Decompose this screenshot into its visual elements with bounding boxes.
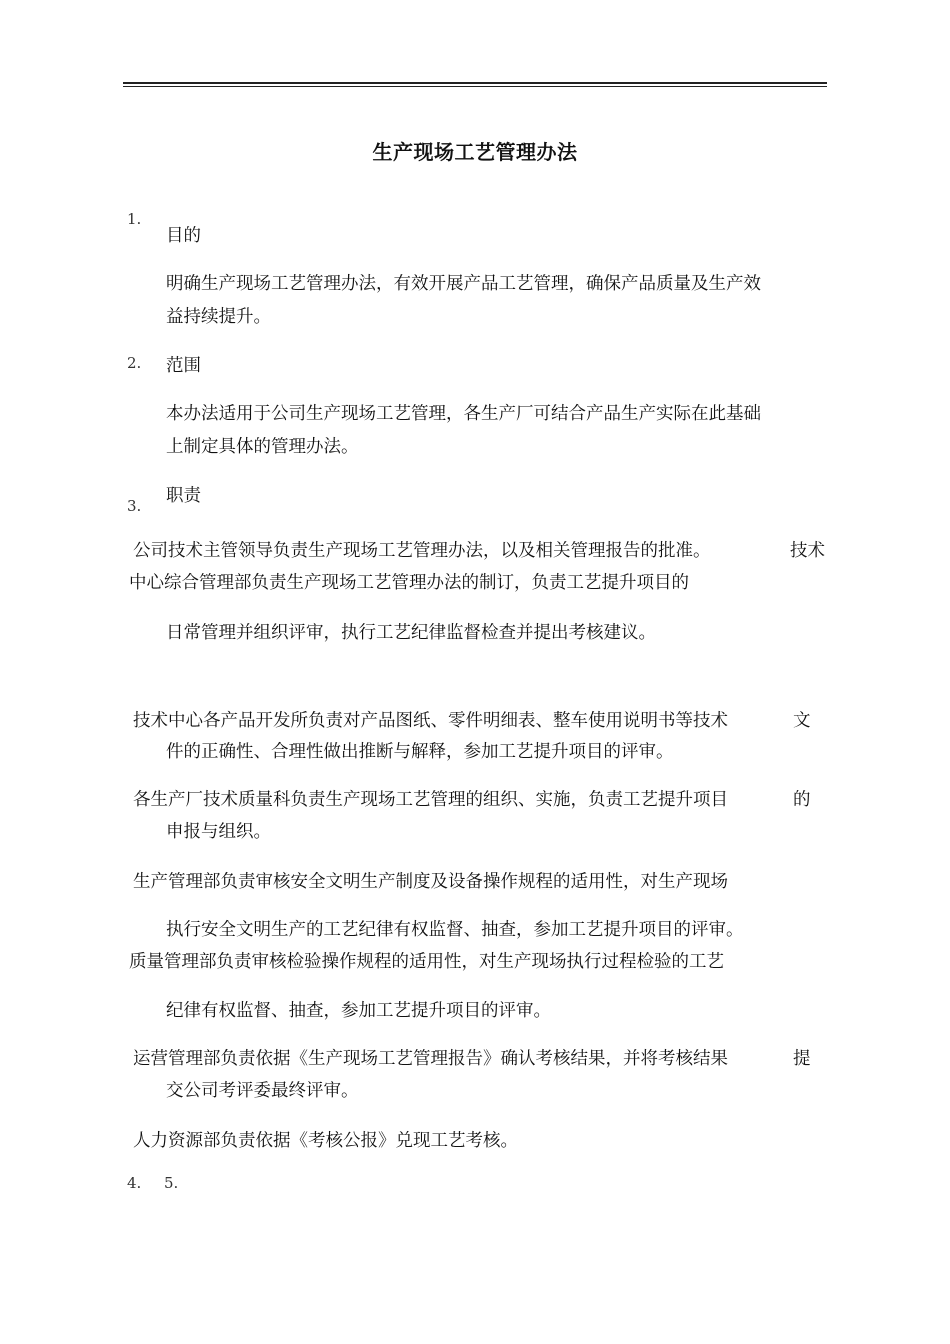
section-heading-scope: 范围 [166,356,201,376]
section-number-1: 1. [127,210,142,228]
duty-line: 交公司考评委最终评审。 [166,1081,359,1101]
duty-line: 日常管理并组织评审，执行工艺纪律监督检查并提出考核建议。 [166,623,656,643]
purpose-line-2: 益持续提升。 [166,307,271,327]
duty-line: 件的正确性、合理性做出推断与解释，参加工艺提升项目的评审。 [166,742,674,762]
duty-line: 生产管理部负责审核安全文明生产制度及设备操作规程的适用性，对生产现场 [133,872,728,892]
duty-line: 技术中心各产品开发所负责对产品图纸、零件明细表、整车使用说明书等技术 [133,711,728,731]
duty-line: 申报与组织。 [166,822,271,842]
duty-line: 各生产厂技术质量科负责生产现场工艺管理的组织、实施，负责工艺提升项目 [133,790,728,810]
duty-line: 人力资源部负责依据《考核公报》兑现工艺考核。 [133,1131,518,1151]
duty-line: 执行安全文明生产的工艺纪律有权监督、抽查，参加工艺提升项目的评审。 [166,920,744,940]
section-number-2: 2. [127,354,142,372]
duty-line: 提 [793,1049,811,1069]
duty-line: 技术 [790,541,825,561]
scope-line-1: 本办法适用于公司生产现场工艺管理，各生产厂可结合产品生产实际在此基础 [166,404,761,424]
duty-line: 公司技术主管领导负责生产现场工艺管理办法，以及相关管理报告的批准。 [133,541,711,561]
section-number-4: 4. [127,1174,142,1192]
duty-line: 质量管理部负责审核检验操作规程的适用性，对生产现场执行过程检验的工艺 [129,952,724,972]
section-number-5: 5. [164,1174,179,1192]
header-rule [123,82,827,84]
duty-line: 文 [793,711,811,731]
document-title: 生产现场工艺管理办法 [372,140,578,164]
duty-line: 的 [793,790,811,810]
section-heading-duties: 职责 [166,486,201,506]
duty-line: 中心综合管理部负责生产现场工艺管理办法的制订，负责工艺提升项目的 [129,573,689,593]
duty-line: 运营管理部负责依据《生产现场工艺管理报告》确认考核结果，并将考核结果 [133,1049,728,1069]
section-heading-purpose: 目的 [166,226,201,246]
duty-line: 纪律有权监督、抽查，参加工艺提升项目的评审。 [166,1001,551,1021]
scope-line-2: 上制定具体的管理办法。 [166,437,359,457]
purpose-line-1: 明确生产现场工艺管理办法，有效开展产品工艺管理，确保产品质量及生产效 [166,274,761,294]
section-number-3: 3. [127,497,142,515]
header-rule-thin [123,86,827,87]
